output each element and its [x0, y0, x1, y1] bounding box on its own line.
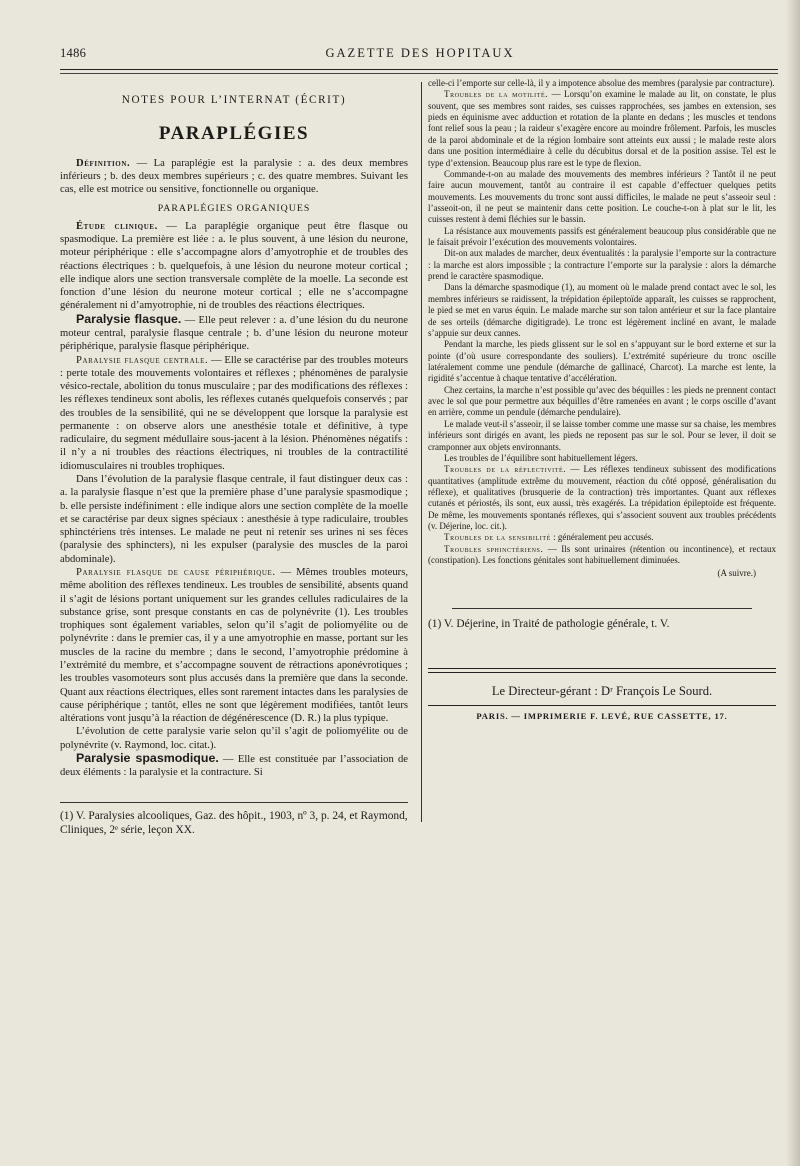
paragraph-lead: Troubles de la sensibilité [444, 532, 551, 543]
paragraph-flasque-centrale [60, 354, 408, 474]
page-number: 1486 [60, 46, 87, 60]
paragraph-text: — Les réflexes tendineux subissent des modifications quantitatives (amplitude extrême du mouvement, réaction du côté opposé, généralisation du réflexe), et qualitatives (brusquerie de la contraction) très importantes. Quant aux réflexes cutanés et périostés, ils sont, eux aussi, très exagérés. La trépidation épileptoïde est fréquente. De même, les mouvements spontanés réflexes, qui s’associent souvent aux troubles précédents (v. Déjerine, loc. cit.). [428, 464, 776, 532]
right-column [428, 78, 776, 580]
paragraph-paralysie-spasmodique [60, 752, 408, 780]
footnote-left [60, 802, 408, 837]
footnote-rule [60, 802, 408, 803]
paragraph-cause-peripherique [60, 566, 408, 725]
paragraph-continuation: celle-ci l’emporte sur celle-là, il y a impotence absolue des membres (paralysie par contracture). [428, 78, 775, 88]
printer-line: PARIS. — IMPRIMERIE F. LEVÉ, RUE CASSETTE, 17. [476, 711, 728, 721]
paragraph-text: — La paraplégie est la paralysie : a. des deux membres inférieurs ; b. des deux membres supérieurs ; c. des quatre membres. Suivant les cas, elle est motrice ou sensitive, fonctionnelle ou organique. [60, 157, 408, 196]
running-head [60, 46, 780, 64]
paragraph-sphincteriens [428, 544, 776, 567]
paragraph-text: — La paraplégie organique peut être flasque ou spasmodique. La première est liée : a. le plus souvent, à une lésion du neurone, moteur périphérique : elle s’accompagne alors d’amyotrophie et de troubles des réactions électriques : b. quelquefois, à une lésion du neurone moteur cortical ; elle indique alors une section transversale complète de la moelle. La seconde est fonction d’une lésion du neurone moteur cortical ; elle ne s’accompagne généralement ni d’amyotrophie, ni de troubles des réactions électriques. [60, 220, 408, 312]
to-be-continued: (A suivre.) [717, 568, 756, 579]
paragraph-lead: Paralysie spasmodique. [76, 750, 219, 765]
footnote-right [428, 596, 776, 631]
paragraph-lead: Définition. [76, 157, 131, 169]
paragraph-bequilles: Chez certains, la marche n’est possible qu’avec des béquilles : les pieds ne prennent contact avec le sol que pour permettre aux béquilles d’être ramenées en avant ; le corps oscille d’avant en arrière, comme un pendule (démarche pendulaire). [428, 384, 776, 418]
paragraph-etude-clinique [60, 220, 408, 313]
paragraph-commande: Commande-t-on au malade des mouvements des membres inférieurs ? Tantôt il ne peut faire aucun mouvement, tantôt au contraire il est capable d’effectuer quelques petits mouvements. Les mouvements du tronc sont aussi difficiles, le malade ne peut s’asseoir seul : l’asseoit-on, il ne peut se maintenir dans cette position. Le couche-t-on à plat sur le lit, les cuisses restent à demi fléchies sur le bassin. [428, 168, 776, 225]
paragraph-lead: Troubles de la réflectivité. [444, 464, 567, 475]
imprint-rule-lower [428, 705, 776, 706]
paragraph-text: — Mêmes troubles moteurs, même abolition des réflexes tendineux. Les troubles de sensibilité, absents quand il s’agit de lésions portant uniquement sur les grandes cellules radiculaires de la substance grise, sont presque constants en cas de polynévrite (1). Les troubles trophiques sont également variables, selon qu’il s’agit de poliomyélite ou de polynévrite : dans le premier cas, il y a une amyotrophie en masse, portant sur les muscles de la racine du membre ; dans le second, l’amyotrophie prédomine à l’extrémité du membre, et s’accompagne souvent de rétractions aponévrotiques ; les troubles vasomoteurs sont plus accusés dans la première que dans la seconde. Quant aux réactions électriques, elles sont rarement intactes dans les paralysies de cause périphérique ; tantôt, elles ne sont que légèrement modifiées, tantôt leurs altérations vont jusqu’à la réaction de dégénérescence (D. R.) la plus typique. [60, 567, 408, 725]
paragraph-definition [60, 157, 408, 197]
header-rule-thin [60, 73, 778, 74]
paragraph-marcher: Dit-on aux malades de marcher, deux éventualités : la paralysie l’emporte sur la contracture : la marche est alors impossible ; la contracture l’emporte sur la paralysie : alors la démarche prend le caractère spasmodique. [428, 248, 776, 282]
director-line: Le Directeur-gérant : Dʳ François Le Sourd. [491, 684, 713, 698]
footnote-text: (1) V. Déjerine, in Traité de pathologie générale, t. V. [428, 618, 670, 630]
paragraph-lead: Paralysie flasque. [76, 311, 182, 326]
paragraph-resistance: La résistance aux mouvements passifs est généralement beaucoup plus considérable que ne le faisait prévoir l’exécution des mouvements volontaires. [428, 225, 776, 248]
paragraph-text: — Elle est constituée par l’association de deux éléments : la paralysie et la contracture. Si [60, 753, 408, 779]
section-label: NOTES POUR L’INTERNAT (ÉCRIT) [121, 94, 347, 106]
paragraph-demarche-spasmodique: Dans la démarche spasmodique (1), au moment où le malade prend contact avec le sol, les membres inférieurs se raidissent, la trépidation épileptoïde apparaît, les cuisses se rapprochent, le pied se met en varus équin. Le malade marche sur son talon antérieur et sur la face plantaire de ses orteils (démarche digitigrade). Le tronc est légèrement incliné en avant, le malade s’appuie sur deux cannes. [428, 282, 776, 338]
article-title: PARAPLÉGIES [158, 123, 310, 145]
footnote-text: (1) V. Paralysies alcooliques, Gaz. des hôpit., 1903, nº 3, p. 24, et Raymond, Cliniques, 2ᵉ série, leçon XX. [60, 810, 408, 836]
imprint-rule-thin [428, 672, 776, 673]
paragraph-lead: Troubles de la motilité. [444, 89, 549, 100]
left-column [60, 80, 408, 780]
subheading: PARAPLÉGIES ORGANIQUES [157, 203, 311, 215]
paragraph-equilibre: Les troubles de l’équilibre sont habituellement légers. [444, 452, 638, 463]
paragraph-pendant-marche: Pendant la marche, les pieds glissent sur le sol en s’appuyant sur le bord externe et sur la pointe (d’où usure correspondante des souliers). L’extrémité supérieure du tronc oscille latéralement comme une pendule (démarche de gallinacé, Charcot). La marche est lente, la rigidité s’accentue à chaque tentative d’accélération. [428, 339, 776, 384]
paragraph-text: — Elle se caractérise par des troubles moteurs : perte totale des mouvements volontaires et réflexes ; phénomènes de paralysie vésico-rectale, abolition du tonus musculaire ; par des modifications des réflexes : les réflexes tendineux sont abolis, les réflexes cutanés quelquefois conservés ; par des troubles de la sensibilité, qui ne se développent que lorsque la paralysie est permanente : on observe alors une anesthésie totale et définitive, à type radiculaire, du segment médullaire sous-jacent à la lésion. Phénomènes négatifs : il n’y a ni troubles des réactions électriques, ni troubles de la contractilité idiomusculaires ni troubles trophiques. [60, 354, 408, 472]
footnote-rule [452, 608, 752, 609]
column-divider [421, 82, 422, 822]
paragraph-motilite [428, 89, 776, 169]
paragraph-text: — Ils sont urinaires (rétention ou incontinence), et rectaux (constipation). Les fonctions génitales sont habituellement diminuées. [428, 543, 777, 566]
paragraph-lead: Étude clinique. [76, 220, 158, 232]
paragraph-sensibilite [428, 532, 776, 543]
paragraph-lead: Troubles sphinctériens. [444, 543, 544, 554]
paragraph-text: — Lorsqu’on examine le malade au lit, on constate, le plus souvent, que ses membres sont raides, ses cuisses rapprochées, ses jambes en extension, ses pieds en équinisme avec adduction et rotation de la plante en dedans ; les muscles et tendons font relief sous la peau ; la raideur s’exagère encore au moindre frôlement. Parfois, les muscles de la paroi abdominale et de la région lombaire sont atteints eux aussi ; le malade reste alors dans une position intermédiaire à celle du décubitus dorsal et de la position assise. Tel est le type d’extension. Beaucoup plus rare est le type de flexion. [428, 89, 776, 168]
paragraph-text: — Elle peut relever : a. d’une lésion du du neurone moteur central, paralysie flasque centrale ; b. d’une lésion du neurone moteur périphérique, paralysie flasque périphérique. [60, 314, 409, 353]
journal-title: GAZETTE DES HOPITAUX [325, 46, 515, 60]
paragraph-paralysie-flasque [60, 313, 408, 354]
paragraph-asseoir: Le malade veut-il s’asseoir, il se laisse tomber comme une masse sur sa chaise, les membres inférieurs sont dirigés en avant, les pieds ne reposent pas sur le sol. Pour se lever, il doit se cramponner aux objets environnants. [428, 418, 776, 452]
page-edge-shadow [786, 0, 800, 1166]
header-rule [60, 69, 778, 70]
paragraph-text: : généralement peu accusés. [550, 532, 654, 543]
paragraph-reflectivite [428, 464, 776, 532]
imprint-rule [428, 668, 776, 669]
paragraph-evolution: Dans l’évolution de la paralysie flasque centrale, il faut distinguer deux cas : a. la paralysie flasque n’est que la première phase d’une paralysie spasmodique ; b. elle persiste indéfiniment : elle indique alors une section complète de la moelle et se caractérise par deux signes spéciaux : anesthésie à type radiculaire, troubles sphinctériens très intenses. Le malade ne peut ni retenir ses urines ni ses fèces (paralysie des sphincters), ni les expulser (paralysie des muscles de la paroi abdominale). [60, 474, 408, 565]
paragraph-lead: Paralysie flasque de cause périphérique. [76, 567, 276, 578]
paragraph-lead: Paralysie flasque centrale. [76, 354, 209, 366]
paragraph-evolution-polio: L’évolution de cette paralysie varie selon qu’il s’agit de poliomyélite ou de polynévrite (v. Raymond, loc. citat.). [60, 726, 408, 751]
